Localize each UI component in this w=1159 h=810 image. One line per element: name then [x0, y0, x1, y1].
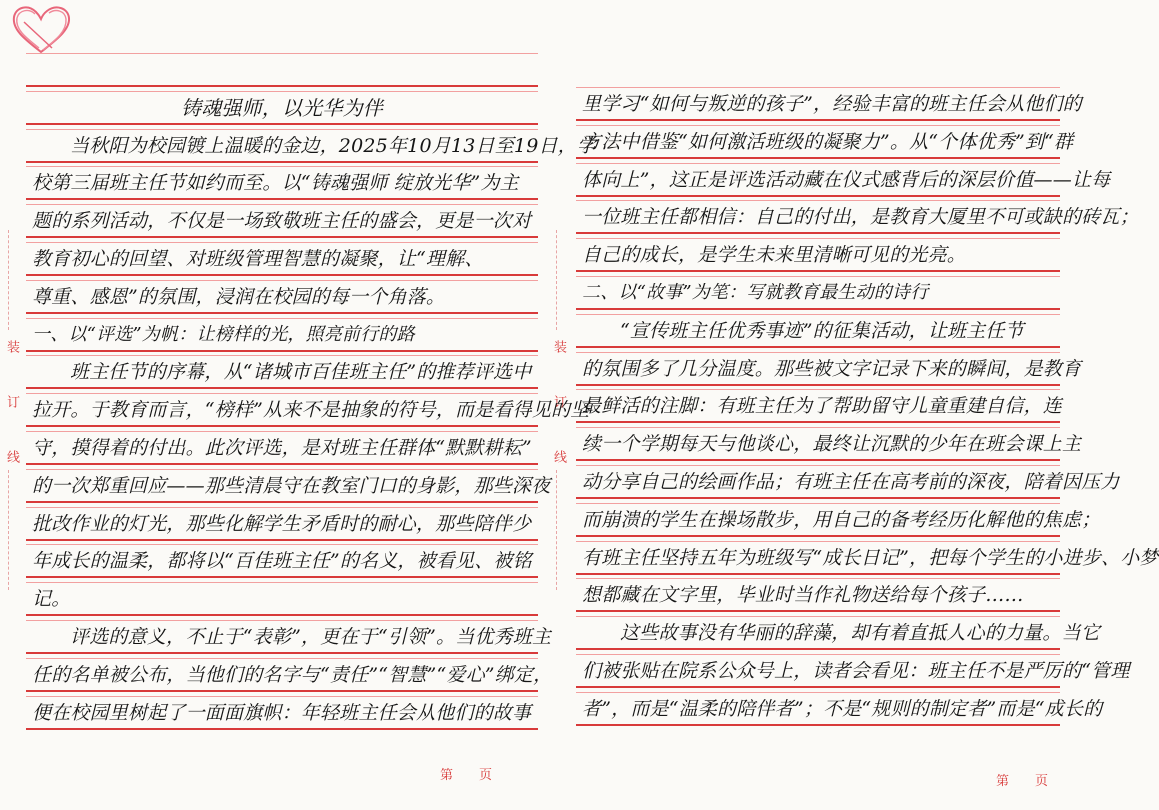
handwritten-line: 评选的意义，不止于“表彰”，更在于“引领”。当优秀班主 — [70, 626, 552, 648]
handwritten-line: 的一次郑重回应——那些清晨守在教室门口的身影，那些深夜 — [32, 474, 551, 497]
ruled-line — [576, 271, 1060, 310]
handwritten-line: 一位班主任都相信：自己的付出，是教育大厦里不可或缺的砖瓦； — [582, 206, 1139, 229]
ruled-line — [26, 124, 597, 163]
handwritten-line: 拉开。于教育而言，“榜样”从来不是抽象的符号，而是看得见的坚 — [32, 399, 590, 422]
handwritten-line: 体向上”，这正是评选活动藏在仪式感背后的深层价值——让每 — [582, 168, 1111, 191]
handwritten-line: 动分享自己的绘画作品；有班主任在高考前的深夜，陪着因压力 — [582, 471, 1120, 493]
handwritten-line: 任的名单被公布，当他们的名字与“责任”“智慧”“爱心”绑定， — [32, 663, 553, 686]
handwritten-line: 的氛围多了几分温度。那些被文字记录下来的瞬间，是教育 — [582, 357, 1082, 380]
handwritten-line: 记。 — [32, 588, 71, 611]
handwritten-line: 校第三届班主任节如约而至。以“铸魂强师 绽放光华”为主 — [32, 172, 519, 195]
ruled-line — [26, 539, 538, 578]
ruled-line — [26, 48, 538, 87]
document-title: 铸魂强师，以光华为伴 — [181, 95, 383, 120]
ruled-line — [26, 426, 538, 465]
ruled-line — [26, 161, 538, 200]
ruled-line — [576, 347, 1082, 386]
ruled-line — [576, 498, 1101, 537]
ruled-line — [576, 573, 1060, 612]
ruled-line — [26, 313, 538, 352]
section-heading: 二、以“故事”为笔：写就教育最生动的诗行 — [582, 282, 929, 303]
ruled-line — [576, 687, 1103, 726]
ruled-line — [576, 611, 1101, 650]
ruled-line — [576, 422, 1082, 461]
binding-label-left: 装订线 — [4, 340, 19, 505]
ruled-line — [576, 233, 1060, 272]
handwritten-line: 有班主任坚持五年为班级写“成长日记”，把每个学生的小进步、小梦 — [582, 546, 1159, 569]
ruled-line — [576, 649, 1130, 688]
handwritten-line: 班主任节的序幕，从“诸城市百佳班主任”的推荐评选中 — [70, 361, 532, 384]
handwritten-line: 最鲜活的注脚：有班主任为了帮助留守儿童重建自信，连 — [582, 395, 1063, 418]
handwritten-line: 批改作业的灯光，那些化解学生矛盾时的耐心，那些陪伴少 — [32, 512, 532, 535]
center-binding-dash-top — [556, 230, 558, 330]
ruled-line — [26, 577, 538, 616]
ruled-line — [576, 536, 1159, 575]
ruled-line — [26, 464, 551, 503]
binding-label-center: 装订线 — [551, 340, 566, 505]
handwritten-line: 想都藏在文字里，毕业时当作礼物送给每个孩子…… — [582, 584, 1024, 607]
page-number-label-right: 第页 — [996, 774, 1075, 789]
ruled-line — [576, 82, 1082, 121]
handwritten-line: “宣传班主任优秀事迹”的征集活动，让班主任节 — [620, 319, 1024, 342]
handwritten-line: 题的系列活动，不仅是一场致敬班主任的盛会，更是一次对 — [32, 210, 532, 233]
ruled-line — [26, 653, 553, 692]
ruled-line — [26, 86, 538, 125]
ruled-line — [26, 237, 538, 276]
ruled-line — [26, 275, 538, 314]
handwritten-line: 里学习“如何与叛逆的孩子”，经验丰富的班主任会从他们的 — [582, 93, 1082, 115]
ruled-line — [26, 388, 590, 427]
ruled-line — [26, 615, 552, 654]
handwritten-line: 守，摸得着的付出。此次评选，是对班主任群体“默默耕耘” — [32, 437, 532, 459]
handwritten-line: 尊重、感恩”的氛围，浸润在校园的每一个角落。 — [32, 285, 446, 308]
ruled-line — [26, 502, 538, 541]
handwritten-line: 年成长的温柔，都将以“百佳班主任”的名义，被看见、被铭 — [32, 550, 532, 573]
ruled-line — [576, 384, 1063, 423]
ruled-line — [576, 460, 1120, 499]
ruled-line — [576, 158, 1111, 197]
handwritten-line: 们被张贴在院系公众号上，读者会看见：班主任不是严厉的“管理 — [582, 660, 1130, 682]
ruled-line — [26, 199, 538, 238]
handwritten-line: 自己的成长，是学生未来里清晰可见的光亮。 — [582, 244, 967, 267]
handwritten-line: 方法中借鉴“如何激活班级的凝聚力”。从“个体优秀”到“群 — [582, 130, 1074, 153]
section-heading: 一、以“评选”为帆：让榜样的光，照亮前行的路 — [32, 323, 415, 345]
handwritten-line: 者”，而是“温柔的陪伴者”；不是“规则的制定者”而是“成长的 — [582, 697, 1103, 720]
handwritten-line: 而崩溃的学生在操场散步，用自己的备考经历化解他的焦虑； — [582, 508, 1101, 531]
ruled-line — [576, 309, 1060, 348]
left-binding-dash-top — [8, 230, 10, 330]
page-number-label-left: 第页 — [440, 768, 519, 783]
ruled-line — [26, 350, 538, 389]
handwritten-line: 续一个学期每天与他谈心，最终让沉默的少年在班会课上主 — [582, 433, 1082, 456]
handwritten-line: 这些故事没有华丽的辞藻，却有着直抵人心的力量。当它 — [620, 622, 1101, 645]
handwritten-line: 教育初心的回望、对班级管理智慧的凝聚，让“理解、 — [32, 248, 484, 270]
ruled-line — [26, 691, 538, 730]
ruled-line — [576, 120, 1074, 159]
ruled-line — [576, 195, 1139, 234]
handwritten-line: 便在校园里树起了一面面旗帜：年轻班主任会从他们的故事 — [32, 701, 532, 724]
handwritten-line: 当秋阳为校园镀上温暖的金边，2025年10月13日至19日，学 — [70, 134, 597, 157]
